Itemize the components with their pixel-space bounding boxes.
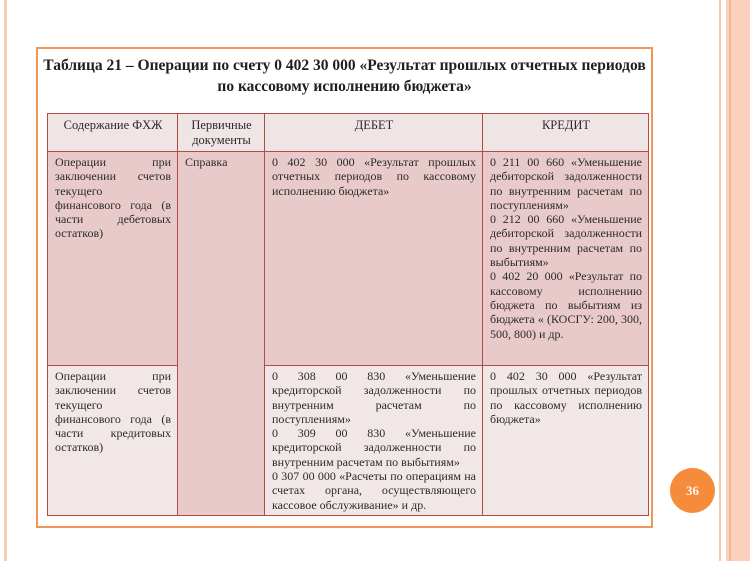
header-credit: КРЕДИТ <box>483 114 649 152</box>
operations-table <box>47 113 649 516</box>
cell-credit <box>483 152 649 366</box>
cell-content: Операции при заключении счетов текущего финансового года (в части дебетовых остатков) <box>48 152 178 366</box>
slide-title: Таблица 21 – Операции по счету 0 402 30 000 «Результат прошлых отчетных периодов по кассовому исполнению бюджета» <box>43 57 646 95</box>
table-row <box>48 152 649 366</box>
debit-entry: 0 402 30 000 «Результат прошлых отчетных периодов по кассовому исполнению бюджета» <box>272 155 476 198</box>
debit-entry: 0 308 00 830 «Уменьшение кредиторской задолженности по внутренним расчетам по поступлениям» <box>272 369 476 426</box>
debit-entry: 0 309 00 830 «Уменьшение кредиторской задолженности по внутренним расчетам по выбытиям» <box>272 426 476 469</box>
header-content: Содержание ФХЖ <box>48 114 178 152</box>
header-debit: ДЕБЕТ <box>265 114 483 152</box>
left-decorative-stripe <box>4 0 7 561</box>
table-row <box>48 366 649 516</box>
credit-entry: 0 402 30 000 «Результат прошлых отчетных периодов по кассовому исполнению бюджета» <box>490 369 642 426</box>
credit-entry: 0 211 00 660 «Уменьшение дебиторской задолженности по внутренним расчетам по поступлениям» <box>490 155 642 212</box>
page-number-badge: 36 <box>670 468 715 513</box>
header-documents: Первичные документы <box>178 114 265 152</box>
credit-entry: 0 402 20 000 «Результат по кассовому исполнению бюджета по выбытиям из бюджета « (КОСГУ: 200, 300, 500, 800) и др. <box>490 269 642 341</box>
slide-content-frame <box>36 47 653 528</box>
debit-entry: 0 307 00 000 «Расчеты по операциям на счетах органа, осуществляющего кассовое обслуживание» и др. <box>272 469 476 512</box>
right-decorative-line <box>719 0 721 561</box>
cell-content: Операции при заключении счетов текущего финансового года (в части кредитовых остатков) <box>48 366 178 516</box>
right-decorative-band-line <box>729 0 731 561</box>
table-header-row <box>48 114 649 152</box>
cell-debit <box>265 152 483 366</box>
credit-entry: 0 212 00 660 «Уменьшение дебиторской задолженности по внутренним расчетам по выбытиям» <box>490 212 642 270</box>
cell-documents: Справка <box>178 152 265 516</box>
cell-debit <box>265 366 483 516</box>
cell-credit <box>483 366 649 516</box>
